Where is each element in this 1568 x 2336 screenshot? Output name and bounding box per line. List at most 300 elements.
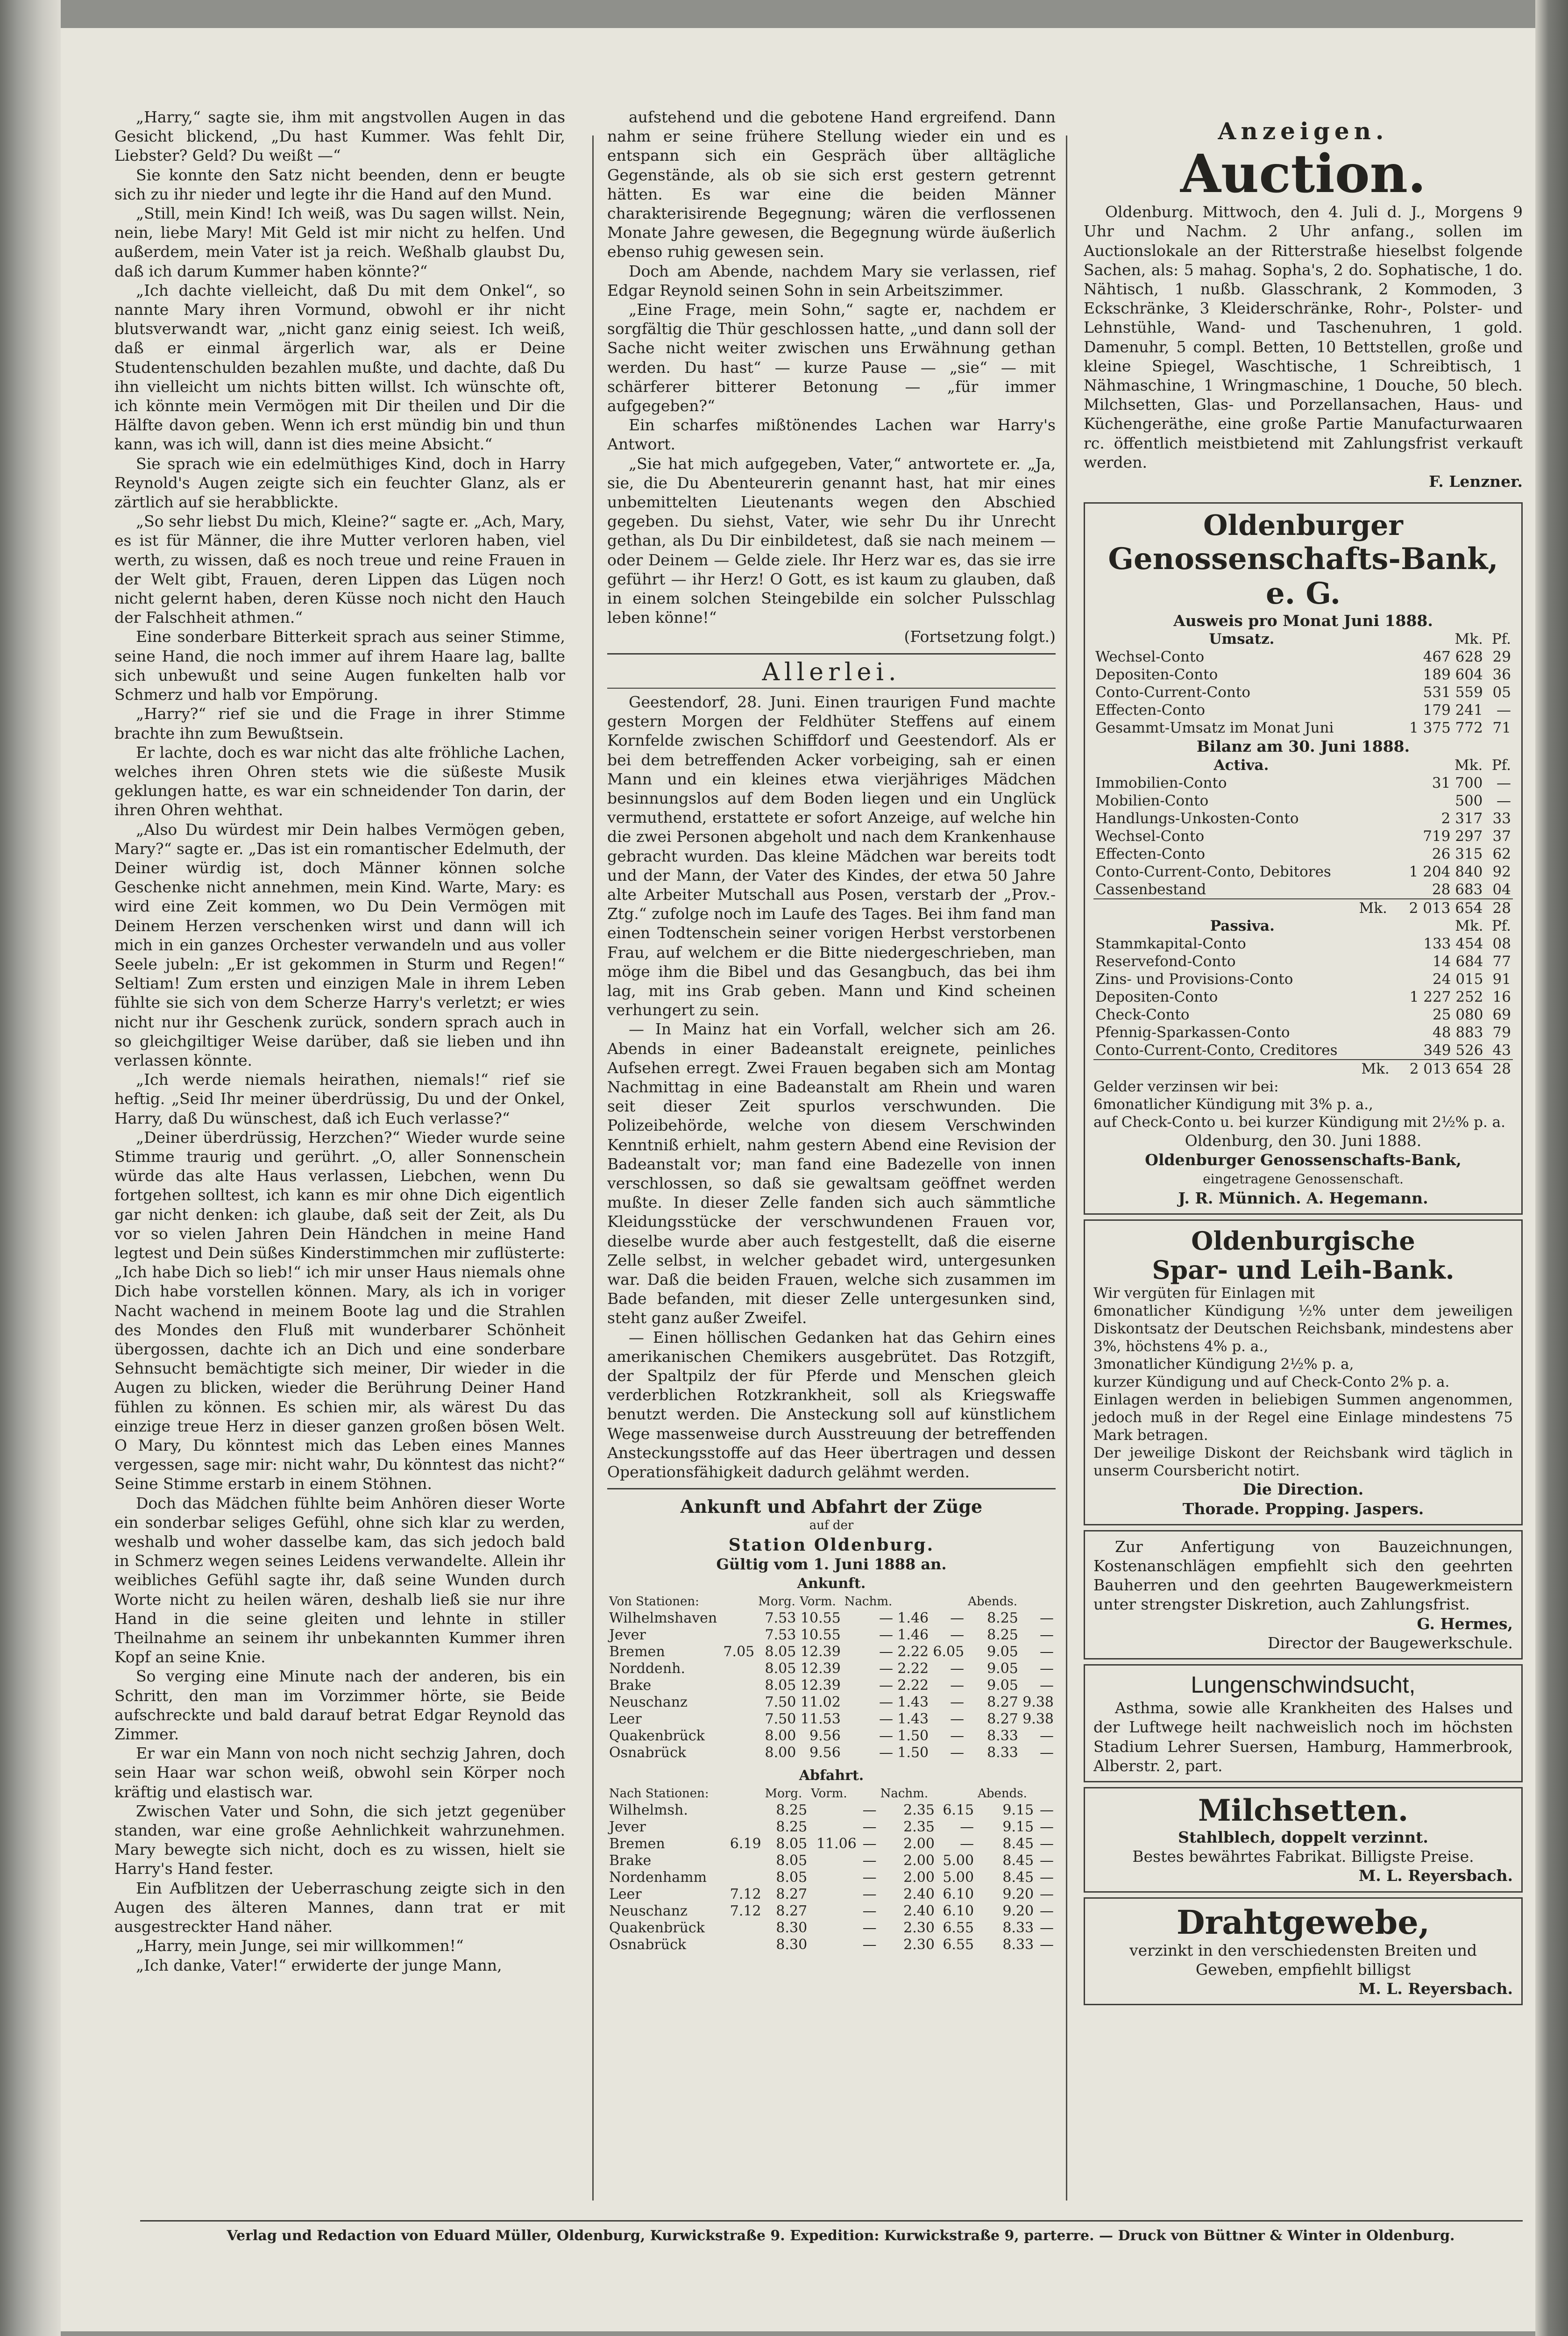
table-cell: 5.00: [943, 1869, 974, 1886]
table-cell: 8.33: [987, 1745, 1018, 1761]
section-title: Passiva.: [1210, 917, 1275, 934]
story-paragraph: „So sehr liebst Du mich, Kleine?“ sagte er. „Ach, Mary, es ist für Männer, die ihre Mutter verloren haben, viel werth, zu wissen, daß es noch treue und reine Frauen in der Welt gibt, Frauen, deren Lippen das Lügen noch nicht gelernt haben, deren Küsse noch nicht den Hauch der Falschheit athmen.“: [114, 512, 565, 627]
story-paragraph: „Harry,“ sagte sie, ihm mit angstvollen Augen in das Gesicht blickend, „Du hast Kummer. Was fehlt Dir, Liebster? Geld? Du weißt —“: [114, 108, 565, 165]
story-paragraph: So verging eine Minute nach der anderen, bis ein Schritt, den man im Vorzimmer hörte, sie Beide aufschreckte und bald darauf betrat Edgar Reynold das Zimmer.: [114, 1667, 565, 1744]
table-cell: 349 526: [1423, 1041, 1483, 1059]
table-row: [1093, 719, 1513, 737]
table-cell: 2.00: [903, 1836, 935, 1852]
table-row: [1093, 666, 1513, 684]
news-item: — Einen höllischen Gedanken hat das Gehirn eines amerikanischen Chemikers ausgebrütet. Das Rotzgift, der Spaltpilz der für Pferde und Menschen gleich verderblichen Rotzkrankheit, soll als Kriegswaffe benutzt werden. Die Ansteckung soll auf künstlichem Wege massenweise durch Ausstreuung der betreffenden Ansteckungsstoffe auf das Heer übertragen und dessen Operationsfähigkeit dadurch gelähmt werden.: [607, 1328, 1056, 1481]
table-cell: 11.53: [800, 1711, 841, 1728]
table-row: [1093, 1006, 1513, 1024]
table-cell: 6.10: [943, 1886, 974, 1903]
table-cell: —: [1497, 774, 1511, 791]
story-paragraph: Zwischen Vater und Sohn, die sich jetzt gegenüber standen, war eine große Aehnlichkeit wahrzunehmen. Mary bewegte sich nicht, doch es zu wissen, hielt sie Harry's Hand fester.: [114, 1802, 565, 1878]
table-cell: Conto-Current-Conto, Debitores: [1095, 863, 1331, 880]
table-cell: 12.39: [800, 1677, 841, 1694]
table-cell: Stammkapital-Conto: [1095, 935, 1246, 952]
table-cell: 2.00: [903, 1852, 935, 1869]
story-paragraph: Sie konnte den Satz nicht beenden, denn er beugte sich zu ihr nieder und legte ihr die Hand auf den Mund.: [114, 165, 565, 203]
news-item: Geestendorf, 28. Juni. Einen traurigen Fund machte gestern Morgen der Feldhüter Steffens auf einem Kornfelde zwischen Schiffdorf und Geestendorf. Als er bei dem betreffenden Acker vorbeiging, sah er einen Mann und ein kleines etwa vierjähriges Mädchen besinnungslos auf dem Boden liegen und ein Unglück vermuthend, erstattete er sofort Anzeige, auf welche hin die zwei Personen abgeholt und nach dem Krankenhause gebracht wurden. Das kleine Mädchen war bereits todt und der Mann, der Vater des Kindes, der etwa 50 Jahre alte Arbeiter Mutschall aus Posen, verstarb der „Prov.-Ztg.“ zufolge noch im Laufe des Tages. Bei ihm fand man einen Todtenschein seiner vorigen Herbst verstorbenen Frau, auf welchem er die Bitte niedergeschrieben, man möge ihm die Bibel und das Gesangbuch, das bei ihm lag, mit ins Grab geben. Mann und Kind scheinen verhungert zu sein.: [607, 692, 1056, 1019]
table-cell: —: [950, 1610, 965, 1627]
table-cell: —: [950, 1660, 965, 1677]
table-cell: [724, 1920, 763, 1937]
table-cell: Bremen: [609, 1644, 665, 1660]
table-cell: 10.55: [800, 1627, 841, 1644]
table-cell: 7.53: [765, 1610, 796, 1627]
header-cell: Vorm.: [800, 1595, 836, 1609]
table-cell: Jever: [609, 1627, 646, 1644]
scan-right-edge: [1535, 0, 1568, 2336]
table-cell: 8.33: [1002, 1937, 1034, 1953]
table-cell: 8.25: [776, 1819, 808, 1836]
auction-text: Oldenburg. Mittwoch, den 4. Juli d. J., Morgens 9 Uhr und Nachm. 2 Uhr anfang., sollen im Auctionslokale an der Ritterstraße hieselbst folgende Sachen, als: 5 mahag. Sopha's, 2 do. Sophatische, 1 do. Nähtisch, 1 nußb. Glasschrank, 2 Kommoden, 3 Eckschränke, 3 Kleiderschränke, Rohr-, Polster- und Lehnstühle, Wand- und Taschenuhren, 1 gold. Damenuhr, 5 compl. Betten, 10 Bettstellen, große und kleine Spiegel, Waschtische, 1 Schreibtisch, 1 Nähmaschine, 1 Wringmaschine, 1 Douche, 50 blech. Milchsetten, Glas- und Porzellansachen, Haus- und Küchengeräthe, eine große Partie Manufacturwaaren rc. öffentlich meistbietend mit Zahlungsfrist verkauft werden.: [1084, 203, 1523, 471]
table-cell: [809, 1903, 858, 1920]
story-paragraph: „Deiner überdrüssig, Herzchen?“ Wieder wurde seine Stimme traurig und gerührt. „O, aller Sonnenschein würde das alte Haus verlassen, Liebchen, wenn Du fortgehen solltest, ich kann es mir ohne Dich eigentlich gar nicht denken: ich glaube, daß seit der Zeit, als Du vor so vielen Jahren Dein Händchen in meine Hand legtest und Dein süßes Kinderstimmchen mir zuflüsterte: „Ich habe Dich so lieb!“ ich mir unser Haus niemals ohne Dich habe vorstellen können. Mary, als ich in voriger Nacht wachend in meinem Boote lag und die Strahlen des Mondes den Fluß mit wunderbarer Schönheit übergossen, dachte ich an Dich und eine sonderbare Sehnsucht bemächtigte sich meiner, Dir wieder in die Augen zu blicken, wieder die Berührung Deiner Hand fühlen zu können. Es schien mir, als wärest Du das einzige treue Herz in dieser ganzen großen bösen Welt. O Mary, Du könntest mich das Leben eines Mannes vergessen, sage mir: nicht wahr, Du könntest das nicht?“ Seine Stimme erstarb in einem Stöhnen.: [114, 1128, 565, 1493]
story-paragraph: Ein scharfes mißtönendes Lachen war Harry's Antwort.: [607, 416, 1056, 454]
header-cell: [895, 1593, 930, 1610]
table-row: [607, 1903, 1056, 1920]
table-cell: —: [1040, 1627, 1054, 1644]
table-cell: 8.05: [765, 1644, 796, 1660]
table-cell: —: [950, 1728, 965, 1745]
column-header: Mk.: [1455, 917, 1483, 934]
table-cell: —: [1040, 1728, 1054, 1745]
header-cell: Nach Stationen:: [609, 1787, 709, 1801]
table-row: [1093, 845, 1513, 863]
table-cell: 6.10: [943, 1903, 974, 1920]
bilanz-title: Bilanz am 30. Juni 1888.: [1196, 737, 1410, 756]
table-cell: [809, 1819, 858, 1836]
table-cell: 9.56: [809, 1728, 841, 1745]
header-cell: Nachm.: [844, 1595, 893, 1609]
table-cell: Bremen: [609, 1836, 665, 1852]
table-row: [607, 1802, 1056, 1819]
lung-title: Lungenschwindsucht,: [1191, 1672, 1416, 1698]
table-cell: —: [862, 1869, 877, 1886]
table-cell: —: [1040, 1745, 1054, 1761]
header-cell: Nachm.: [880, 1787, 929, 1801]
table-cell: 62: [1492, 845, 1511, 862]
table-row: [607, 1711, 1056, 1728]
text-line: Gelder verzinsen wir bei:: [1093, 1078, 1279, 1095]
table-cell: 7.05: [723, 1644, 755, 1660]
table-cell: Conto-Current-Conto: [1095, 684, 1250, 701]
table-cell: Depositen-Conto: [1095, 988, 1218, 1005]
total-row: [1093, 899, 1513, 917]
table-cell: Neuschanz: [609, 1903, 688, 1920]
table-cell: —: [879, 1660, 894, 1677]
section-title: Allerlei.: [762, 658, 901, 686]
header-cell: Morg.: [758, 1595, 795, 1609]
table-cell: Quakenbrück: [609, 1728, 705, 1745]
table-cell: Nordenhamm: [609, 1869, 707, 1886]
table-cell: 8.25: [987, 1610, 1018, 1627]
total-cell: 2 013 654: [1409, 1060, 1483, 1077]
table-cell: 28 683: [1432, 881, 1483, 898]
table-cell: Norddenh.: [609, 1660, 685, 1677]
scan-binding-edge: [0, 0, 61, 2336]
total-row: [1093, 1060, 1513, 1078]
lung-text: Asthma, sowie alle Krankheiten des Halses und der Luftwege heilt nachweislich noch im höchsten Stadium Lehrer Suersen, Hamburg, Hammerbrook, Alberstr. 2, part.: [1093, 1699, 1513, 1775]
lung-ad: [1084, 1664, 1523, 1782]
table-cell: 9.38: [1022, 1694, 1054, 1711]
story-paragraph: Doch am Abende, nachdem Mary sie verlassen, rief Edgar Reynold seinen Sohn in sein Arbeitszimmer.: [607, 262, 1056, 299]
table-cell: 9.38: [1022, 1711, 1054, 1728]
table-cell: —: [862, 1852, 877, 1869]
building-ad: [1084, 1530, 1523, 1659]
table-cell: 37: [1492, 827, 1511, 845]
table-cell: 6.15: [943, 1802, 974, 1819]
column-rule-1: [592, 135, 594, 2201]
table-cell: Leer: [609, 1711, 642, 1728]
timetable-station: Station Oldenburg.: [728, 1535, 935, 1555]
table-cell: 6.19: [730, 1836, 761, 1852]
table-cell: 9.20: [1002, 1886, 1034, 1903]
text-line: kurzer Kündigung und auf Check-Conto 2% p. a.: [1093, 1374, 1450, 1391]
table-cell: —: [862, 1836, 877, 1852]
table-cell: 11.06: [816, 1836, 857, 1852]
table-cell: —: [950, 1694, 965, 1711]
table-cell: [721, 1711, 756, 1728]
table-cell: 7.12: [730, 1886, 761, 1903]
table-cell: 8.00: [765, 1745, 796, 1761]
table-cell: 7.53: [765, 1627, 796, 1644]
text-line: Einlagen werden in beliebigen Summen angenommen, jedoch muß in der Regel eine Einlage mindestens 75 Mark betragen.: [1093, 1391, 1513, 1444]
table-header: [607, 1785, 1056, 1802]
milk-title: Milchsetten.: [1198, 1793, 1409, 1828]
table-row: [1093, 827, 1513, 845]
table-cell: [724, 1852, 763, 1869]
table-row: [1093, 774, 1513, 792]
auction-title: Auction.: [1180, 143, 1426, 205]
column-2: [607, 107, 1056, 1953]
savings-bank-ad: [1084, 1219, 1523, 1525]
story-paragraph: Er war ein Mann von noch nicht sechzig Jahren, doch sein Haar war schon weiß, obwohl sein Körper noch kräftig und elastisch war.: [114, 1744, 565, 1801]
table-cell: 8.05: [765, 1660, 796, 1677]
header-cell: [937, 1785, 976, 1802]
table-cell: Brake: [609, 1852, 652, 1869]
table-row: [1093, 970, 1513, 988]
table-cell: 8.33: [1002, 1920, 1034, 1937]
column-3-ads: [1084, 107, 1523, 2010]
table-cell: 9.05: [987, 1644, 1018, 1660]
table-cell: 04: [1492, 881, 1511, 898]
table-row: [607, 1852, 1056, 1869]
wire-title: Drahtgewebe,: [1176, 1902, 1430, 1942]
table-row: [607, 1920, 1056, 1937]
header-cell: [930, 1593, 966, 1610]
table-cell: 8.45: [1002, 1836, 1034, 1852]
table-cell: —: [879, 1728, 894, 1745]
total-cell: 28: [1492, 899, 1511, 917]
story-paragraph: „Sie hat mich aufgegeben, Vater,“ antwortete er. „Ja, sie, die Du Abenteurerin genannt hast, hat mir eines unbemittelten Lieutenants wegen den Abschied gegeben. Du siehst, Vater, wie sehr Du ihr Unrecht gethan, als Du Dir einbildetest, daß sie nach meinem — oder Deinem — Gelde ziele. Ihr Herz war es, das sie irre geführt — ihr Herz! O Gott, es ist kaum zu glauben, daß in einem solchen Steingebilde ein solcher Pulsschlag leben könne!“: [607, 454, 1056, 627]
table-cell: 179 241: [1423, 702, 1483, 719]
table-cell: 12.39: [800, 1644, 841, 1660]
table-cell: [724, 1869, 763, 1886]
table-cell: —: [1497, 792, 1511, 809]
table-row: [607, 1745, 1056, 1761]
total-cell: Mk.: [1359, 899, 1387, 917]
table-cell: 8.30: [776, 1920, 808, 1937]
table-cell: —: [862, 1920, 877, 1937]
table-cell: 8.27: [776, 1903, 808, 1920]
arrival-title: Ankunft.: [797, 1575, 866, 1592]
total-cell: 2 013 654: [1409, 899, 1483, 917]
header-cell: Von Stationen:: [609, 1595, 699, 1609]
table-cell: [809, 1852, 858, 1869]
timetable-divider: [607, 1488, 1056, 1489]
header-cell: Abends.: [968, 1595, 1017, 1609]
header-cell: Morg.: [765, 1787, 802, 1801]
bank-report: [1084, 502, 1523, 1215]
story-paragraph: aufstehend und die gebotene Hand ergreifend. Dann nahm er seine frühere Stellung wieder ein und es entspann sich ein Gespräch über alltägliche Gegenstände, als ob sie sich erst gestern getrennt hätten. Es war eine die beiden Männer charakterisirende Begegnung; wären die verflossenen Monate Jahre gewesen, die Begegnung würde äußerlich ebenso ruhig gewesen sein.: [607, 108, 1056, 261]
footer-rule: [140, 2220, 1523, 2222]
savings-title-1: Oldenburgische: [1191, 1226, 1415, 1256]
table-cell: 2.30: [903, 1920, 935, 1937]
column-rule-2: [1066, 135, 1067, 2201]
bank-rates: [1093, 1078, 1513, 1131]
table-cell: —: [862, 1937, 877, 1953]
umsatz-table: [1093, 630, 1513, 737]
table-cell: Jever: [609, 1819, 646, 1836]
continuation-note: (Fortsetzung folgt.): [904, 627, 1056, 646]
table-cell: 79: [1492, 1024, 1511, 1041]
table-cell: 8.05: [776, 1869, 808, 1886]
table-cell: —: [1040, 1819, 1054, 1836]
table-cell: —: [1040, 1903, 1054, 1920]
table-row: [607, 1886, 1056, 1903]
table-row: [1093, 988, 1513, 1006]
table-cell: [809, 1886, 858, 1903]
table-cell: 1.46: [897, 1627, 929, 1644]
column-1-story: [114, 107, 565, 1975]
table-cell: 9.15: [1002, 1802, 1034, 1819]
bank-date: Oldenburg, den 30. Juni 1888.: [1185, 1131, 1422, 1150]
departure-title: Abfahrt.: [799, 1767, 864, 1784]
table-cell: 2.35: [903, 1819, 935, 1836]
wire-text: verzinkt in den verschiedensten Breiten und Geweben, empfiehlt billigst: [1129, 1941, 1477, 1979]
story-continuation: [607, 107, 1056, 627]
arrival-table: [607, 1593, 1056, 1761]
table-cell: 69: [1492, 1006, 1511, 1023]
wire-ad: [1084, 1897, 1523, 2006]
table-cell: —: [879, 1610, 894, 1627]
table-cell: Osnabrück: [609, 1937, 687, 1953]
table-cell: Wilhelmsh.: [609, 1802, 688, 1819]
table-cell: Wechsel-Conto: [1095, 827, 1205, 845]
column-header: Pf.: [1491, 631, 1511, 648]
table-row: [1093, 701, 1513, 719]
table-row: [1093, 1041, 1513, 1060]
table-cell: 25 080: [1433, 1006, 1483, 1023]
table-cell: Leer: [609, 1886, 642, 1903]
table-cell: [721, 1677, 756, 1694]
table-cell: Check-Conto: [1095, 1006, 1190, 1023]
text-line: 6monatlicher Kündigung mit 3% p. a.,: [1093, 1096, 1373, 1113]
section-title: Umsatz.: [1209, 631, 1275, 648]
header-cell: [721, 1593, 756, 1610]
table-row: [1093, 684, 1513, 701]
table-row: [1093, 810, 1513, 827]
table-cell: 8.45: [1002, 1869, 1034, 1886]
table-cell: Effecten-Conto: [1095, 702, 1206, 719]
table-cell: 29: [1492, 648, 1511, 666]
table-cell: 43: [1492, 1041, 1511, 1059]
table-cell: —: [879, 1677, 894, 1694]
bank-signers: J. R. Münnich. A. Hegemann.: [1178, 1189, 1428, 1208]
table-cell: —: [862, 1886, 877, 1903]
table-cell: —: [950, 1627, 965, 1644]
table-row: [607, 1644, 1056, 1660]
passiva-table: [1093, 917, 1513, 1078]
text-line: 3monatlicher Kündigung 2½% p. a,: [1093, 1356, 1354, 1373]
table-row: [607, 1836, 1056, 1852]
table-cell: 2.22: [897, 1660, 929, 1677]
building-sign-sub: Director der Baugewerkschule.: [1268, 1633, 1513, 1652]
table-row: [607, 1728, 1056, 1745]
table-cell: —: [1040, 1886, 1054, 1903]
table-cell: 31 700: [1432, 774, 1483, 791]
story-paragraph: „Harry, mein Junge, sei mir willkommen!“: [136, 1937, 464, 1955]
column-header: Pf.: [1491, 756, 1511, 774]
table-cell: 9.05: [987, 1677, 1018, 1694]
story-paragraph: „Still, mein Kind! Ich weiß, was Du sagen willst. Nein, nein, liebe Mary! Mit Geld ist mir nicht zu helfen. Und außerdem, mein Vater ist ja reich. Weßhalb glaubst Du, daß ich darum Kummer haben könnte?“: [114, 204, 565, 280]
table-cell: —: [1497, 702, 1511, 719]
table-cell: 7.50: [765, 1694, 796, 1711]
timetable-sub: auf der: [809, 1518, 854, 1533]
timetable-valid: Gültig vom 1. Juni 1888 an.: [716, 1555, 947, 1573]
table-cell: Gesammt-Umsatz im Monat Juni: [1095, 719, 1334, 737]
header-cell: [1036, 1785, 1056, 1802]
activa-table: [1093, 756, 1513, 917]
table-cell: —: [950, 1711, 965, 1728]
news-items: [607, 692, 1056, 1481]
milk-sub: Stahlblech, doppelt verzinnt.: [1178, 1828, 1428, 1846]
text-line: 6monatlicher Kündigung ½% unter dem jeweiligen Diskontsatz der Deutschen Reichsbank, mindestens aber 3%, höchstens 4% p. a.,: [1093, 1303, 1513, 1355]
table-row: [607, 1677, 1056, 1694]
table-cell: 71: [1492, 719, 1511, 737]
table-cell: 9.05: [987, 1660, 1018, 1677]
text-line: Wir vergüten für Einlagen mit: [1093, 1285, 1315, 1302]
table-cell: 8.05: [765, 1677, 796, 1694]
story-paragraph: „Ich danke, Vater!“ erwiderte der junge Mann,: [136, 1956, 502, 1974]
table-cell: [724, 1819, 763, 1836]
table-cell: —: [879, 1745, 894, 1761]
table-cell: 1.46: [897, 1610, 929, 1627]
table-cell: —: [879, 1627, 894, 1644]
table-cell: 467 628: [1423, 648, 1483, 666]
table-row: [1093, 863, 1513, 881]
news-item: — In Mainz hat ein Vorfall, welcher sich am 26. Abends in einer Badeanstalt ereignete, peinliches Aufsehen erregt. Zwei Frauen begaben sich am Montag Nachmittag in eine Badeanstalt am Rhein und waren seit dieser Zeit spurlos verschwunden. Die Polizeibehörde, welche von diesem Verschwinden Kenntniß erhielt, nahm gestern Abend eine Revision der Badeanstalt vor; man fand eine Badezelle von innen verschlossen, so daß sie gewaltsam geöffnet werden mußte. In dieser Zelle fanden sich auch sämmtliche Kleidungsstücke der verschwundenen Frauen vor, dieselbe wurde aber auch festgestellt, daß die eiserne Zelle selbst, in welcher gebadet wird, untergesunken war. Daß die beiden Frauen, welche sich zusammen im Bade befanden, mit dieser Zelle untergesunken sind, steht ganz außer Zweifel.: [607, 1020, 1056, 1327]
story-paragraph: „Harry?“ rief sie und die Frage in ihrer Stimme brachte ihn zum Bewußtsein.: [114, 705, 565, 742]
table-cell: —: [862, 1819, 877, 1836]
table-row: [607, 1869, 1056, 1886]
table-cell: 77: [1492, 953, 1511, 970]
column-header: Pf.: [1491, 917, 1511, 934]
savings-direction: Die Direction.: [1242, 1480, 1364, 1499]
milk-ad: [1084, 1787, 1523, 1893]
table-cell: Neuschanz: [609, 1694, 688, 1711]
table-cell: 9.20: [1002, 1903, 1034, 1920]
story-paragraph: „Also Du würdest mir Dein halbes Vermögen geben, Mary?“ sagte er. „Das ist ein romantischer Edelmuth, der Deiner würdig ist, doch Männer können solche Geschenke nicht annehmen, mein Kind. Warte, Mary: es wird eine Zeit kommen, wo Du Dein Vermögen mit Deinem Herzen verschenken wirst und dann will ich mich in ein ganzes Orchester verwandeln und aus voller Seele jubeln: „Er ist gekommen in Sturm und Regen!“ Seltiam! Zum ersten und einzigen Male in ihrem Leben fühlte sie sich von dem Scherze Harry's verletzt; er wies nicht nur ihr Geschenk zurück, sondern sprach auch in so gleichgiltiger Weise darüber, daß sie lieben und ihn verlassen könnte.: [114, 820, 565, 1069]
savings-text: [1093, 1284, 1513, 1480]
table-cell: 16: [1492, 988, 1511, 1005]
story-paragraph: Eine sonderbare Bitterkeit sprach aus seiner Stimme, seine Hand, die noch immer auf ihrem Haare lag, ballte sich unbewußt und seine Augen funkelten halb vor Schmerz und halb vor Empörung.: [114, 627, 565, 704]
section-divider: [607, 653, 1056, 655]
departure-table: [607, 1785, 1056, 1953]
table-cell: Conto-Current-Conto, Creditores: [1095, 1041, 1338, 1059]
table-cell: —: [1040, 1836, 1054, 1852]
table-cell: 1.50: [897, 1728, 929, 1745]
table-cell: 8.05: [776, 1836, 808, 1852]
bank-firm: Oldenburger Genossenschafts-Bank,: [1145, 1150, 1462, 1169]
table-cell: 9.56: [809, 1745, 841, 1761]
table-cell: 1.50: [897, 1745, 929, 1761]
building-sign: G. Hermes,: [1417, 1614, 1513, 1633]
table-cell: —: [1040, 1610, 1054, 1627]
milk-text: Bestes bewährtes Fabrikat. Billigste Preise.: [1132, 1847, 1474, 1866]
table-cell: [721, 1745, 756, 1761]
milk-sign: M. L. Reyersbach.: [1358, 1866, 1513, 1885]
table-cell: 189 604: [1423, 666, 1483, 684]
table-cell: 719 297: [1423, 827, 1483, 845]
table-cell: [809, 1937, 858, 1953]
story-paragraph: „Eine Frage, mein Sohn,“ sagte er, nachdem er sorgfältig die Thür geschlossen hatte, „und dann soll der Sache nicht weiter zwischen uns Erwähnung gethan werden. Du hast“ — kurze Pause — „sie“ — mit schärferer bitterer Betonung — „für immer aufgegeben?“: [607, 300, 1056, 415]
timetable-title: Ankunft und Abfahrt der Züge: [680, 1496, 983, 1517]
table-row: [607, 1694, 1056, 1711]
story-paragraph: Er lachte, doch es war nicht das alte fröhliche Lachen, welches ihren Ohren stets wie die süßeste Musik geklungen hatte, es war ein schneidender Ton darin, der ihren Ohren wehthat.: [114, 743, 565, 819]
table-cell: 2.22: [897, 1644, 929, 1660]
table-cell: 91: [1492, 970, 1511, 988]
table-cell: —: [1040, 1920, 1054, 1937]
table-row: [1093, 648, 1513, 666]
table-cell: —: [1040, 1869, 1054, 1886]
table-row: [607, 1819, 1056, 1836]
table-cell: 05: [1492, 684, 1511, 701]
total-cell: Mk.: [1361, 1060, 1390, 1077]
table-cell: 08: [1492, 935, 1511, 952]
section-title: Activa.: [1213, 756, 1269, 774]
table-row: [607, 1627, 1056, 1644]
bank-report-title: Ausweis pro Monat Juni 1888.: [1173, 612, 1433, 630]
savings-signers: Thorade. Propping. Jaspers.: [1182, 1499, 1424, 1518]
text-line: Der jeweilige Diskont der Reichsbank wird täglich in unserm Coursbericht notirt.: [1093, 1445, 1513, 1480]
table-cell: 9.15: [1002, 1819, 1034, 1836]
table-cell: [721, 1660, 756, 1677]
column-header: Mk.: [1454, 756, 1483, 774]
table-cell: —: [950, 1677, 965, 1694]
table-cell: 1.43: [897, 1711, 929, 1728]
table-cell: Zins- und Provisions-Conto: [1095, 970, 1293, 988]
header-cell: Abends.: [978, 1787, 1027, 1801]
table-cell: [809, 1920, 858, 1937]
table-cell: Effecten-Conto: [1095, 845, 1206, 862]
table-cell: Wilhelmshaven: [609, 1610, 717, 1627]
table-cell: Immobilien-Conto: [1095, 774, 1227, 791]
table-cell: 8.45: [1002, 1852, 1034, 1869]
train-timetable: [607, 1497, 1056, 1953]
table-cell: [809, 1869, 858, 1886]
table-cell: 133 454: [1423, 935, 1483, 952]
table-row: [607, 1660, 1056, 1677]
table-cell: —: [1040, 1937, 1054, 1953]
table-cell: —: [862, 1802, 877, 1819]
story-paragraph: „Ich dachte vielleicht, daß Du mit dem Onkel“, so nannte Mary ihren Vormund, obwohl er ihr nicht blutsverwandt war, „nicht ganz einig seiest. Ich weiß, daß er einmal ärgerlich war, als er Deine Studentenschulden bezahlen mußte, und dachte, daß Du ihn vielleicht um nichts bitten willst. Ich wünschte oft, ich könnte mein Vermögen mit Dir theilen und Dir die Hälfte davon geben. Wenn ich erst mündig bin und thun kann, was ich will, dann ist dies meine Absicht.“: [114, 281, 565, 454]
table-cell: 8.25: [776, 1802, 808, 1819]
table-cell: 7.12: [730, 1903, 761, 1920]
table-cell: Cassenbestand: [1095, 881, 1206, 898]
